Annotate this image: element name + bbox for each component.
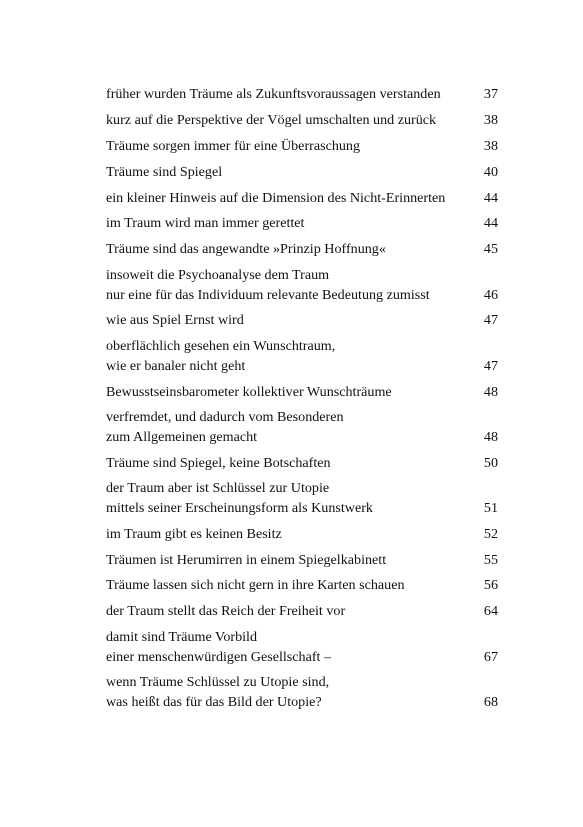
toc-entry [106, 627, 498, 667]
toc-entry-title: Träume sind das angewandte »Prinzip Hoffnung« [106, 241, 386, 258]
toc-entry-title: früher wurden Träume als Zukunftsvoraussagen verstanden [106, 86, 441, 102]
toc-entry-title: im Traum wird man immer gerettet [106, 215, 305, 232]
toc-page-number: 51 [483, 500, 498, 517]
toc-entry-title: der Traum stellt das Reich der Freiheit vor [106, 603, 346, 620]
table-of-contents [106, 84, 498, 718]
toc-entry [106, 213, 498, 233]
toc-entry [106, 550, 498, 570]
toc-entry-title-continued: mittels seiner Erscheinungsform als Kunstwerk [106, 500, 373, 517]
toc-entry [106, 136, 498, 156]
toc-page-number: 44 [483, 215, 498, 232]
toc-entry [106, 524, 498, 544]
toc-entry [106, 336, 498, 376]
toc-page-number: 44 [483, 189, 498, 206]
toc-entry [106, 265, 498, 305]
toc-page-number: 67 [483, 649, 498, 666]
toc-entry [106, 407, 498, 447]
toc-page-number: 48 [483, 383, 498, 400]
toc-entry-title: der Traum aber ist Schlüssel zur Utopie [106, 480, 330, 497]
toc-page-number: 40 [483, 163, 498, 180]
toc-entry-title-continued: wie er banaler nicht geht [106, 358, 246, 375]
toc-entry-title: wenn Träume Schlüssel zu Utopie sind, [106, 674, 330, 691]
toc-entry-title: Bewusstseinsbarometer kollektiver Wunschträume [106, 383, 392, 400]
toc-entry [106, 310, 498, 330]
toc-entry [106, 239, 498, 259]
toc-entry-title: insoweit die Psychoanalyse dem Traum [106, 267, 330, 284]
toc-page-number: 45 [483, 241, 498, 258]
toc-entry [106, 672, 498, 712]
toc-page-number: 64 [483, 603, 498, 620]
toc-entry [106, 601, 498, 621]
toc-entry-title: oberflächlich gesehen ein Wunschtraum, [106, 338, 336, 355]
toc-page-number: 50 [483, 454, 498, 471]
toc-entry-title: damit sind Träume Vorbild [106, 629, 258, 646]
toc-entry-title-continued: nur eine für das Individuum relevante Bedeutung zumisst [106, 287, 430, 304]
toc-entry-title: verfremdet, und dadurch vom Besonderen [106, 409, 344, 426]
toc-page-number: 37 [483, 86, 498, 102]
toc-page-number: 38 [483, 137, 498, 154]
toc-entry-title: Träumen ist Herumirren in einem Spiegelkabinett [106, 551, 387, 568]
toc-entry-title: Träume sind Spiegel, keine Botschaften [106, 454, 331, 471]
toc-entry-title: Träume sind Spiegel [106, 163, 223, 180]
toc-entry-title-continued: einer menschenwürdigen Gesellschaft – [106, 649, 332, 666]
toc-page-number: 56 [483, 577, 498, 594]
toc-entry-title-continued: zum Allgemeinen gemacht [106, 429, 258, 446]
toc-page-number: 68 [483, 694, 498, 711]
toc-entry [106, 575, 498, 595]
toc-entry [106, 84, 498, 104]
toc-entry-title: ein kleiner Hinweis auf die Dimension des Nicht-Erinnerten [106, 189, 446, 206]
toc-entry [106, 110, 498, 130]
toc-page-number: 47 [483, 312, 498, 329]
toc-entry [106, 478, 498, 518]
toc-entry-title: kurz auf die Perspektive der Vögel umschalten und zurück [106, 111, 437, 128]
toc-entry [106, 162, 498, 182]
toc-entry-title: wie aus Spiel Ernst wird [106, 312, 244, 329]
toc-page-number: 55 [483, 551, 498, 568]
toc-entry [106, 382, 498, 402]
toc-entry [106, 188, 498, 208]
toc-page-number: 47 [483, 358, 498, 375]
toc-entry [106, 453, 498, 473]
toc-entry-title: Träume sorgen immer für eine Überraschung [106, 137, 361, 154]
toc-page-number: 38 [483, 111, 498, 128]
toc-page-number: 46 [483, 287, 498, 304]
toc-entry-title-continued: was heißt das für das Bild der Utopie? [106, 694, 322, 711]
toc-page-number: 52 [483, 525, 498, 542]
toc-page-number: 48 [483, 429, 498, 446]
toc-entry-title: Träume lassen sich nicht gern in ihre Karten schauen [106, 577, 405, 594]
toc-entry-title: im Traum gibt es keinen Besitz [106, 525, 282, 542]
